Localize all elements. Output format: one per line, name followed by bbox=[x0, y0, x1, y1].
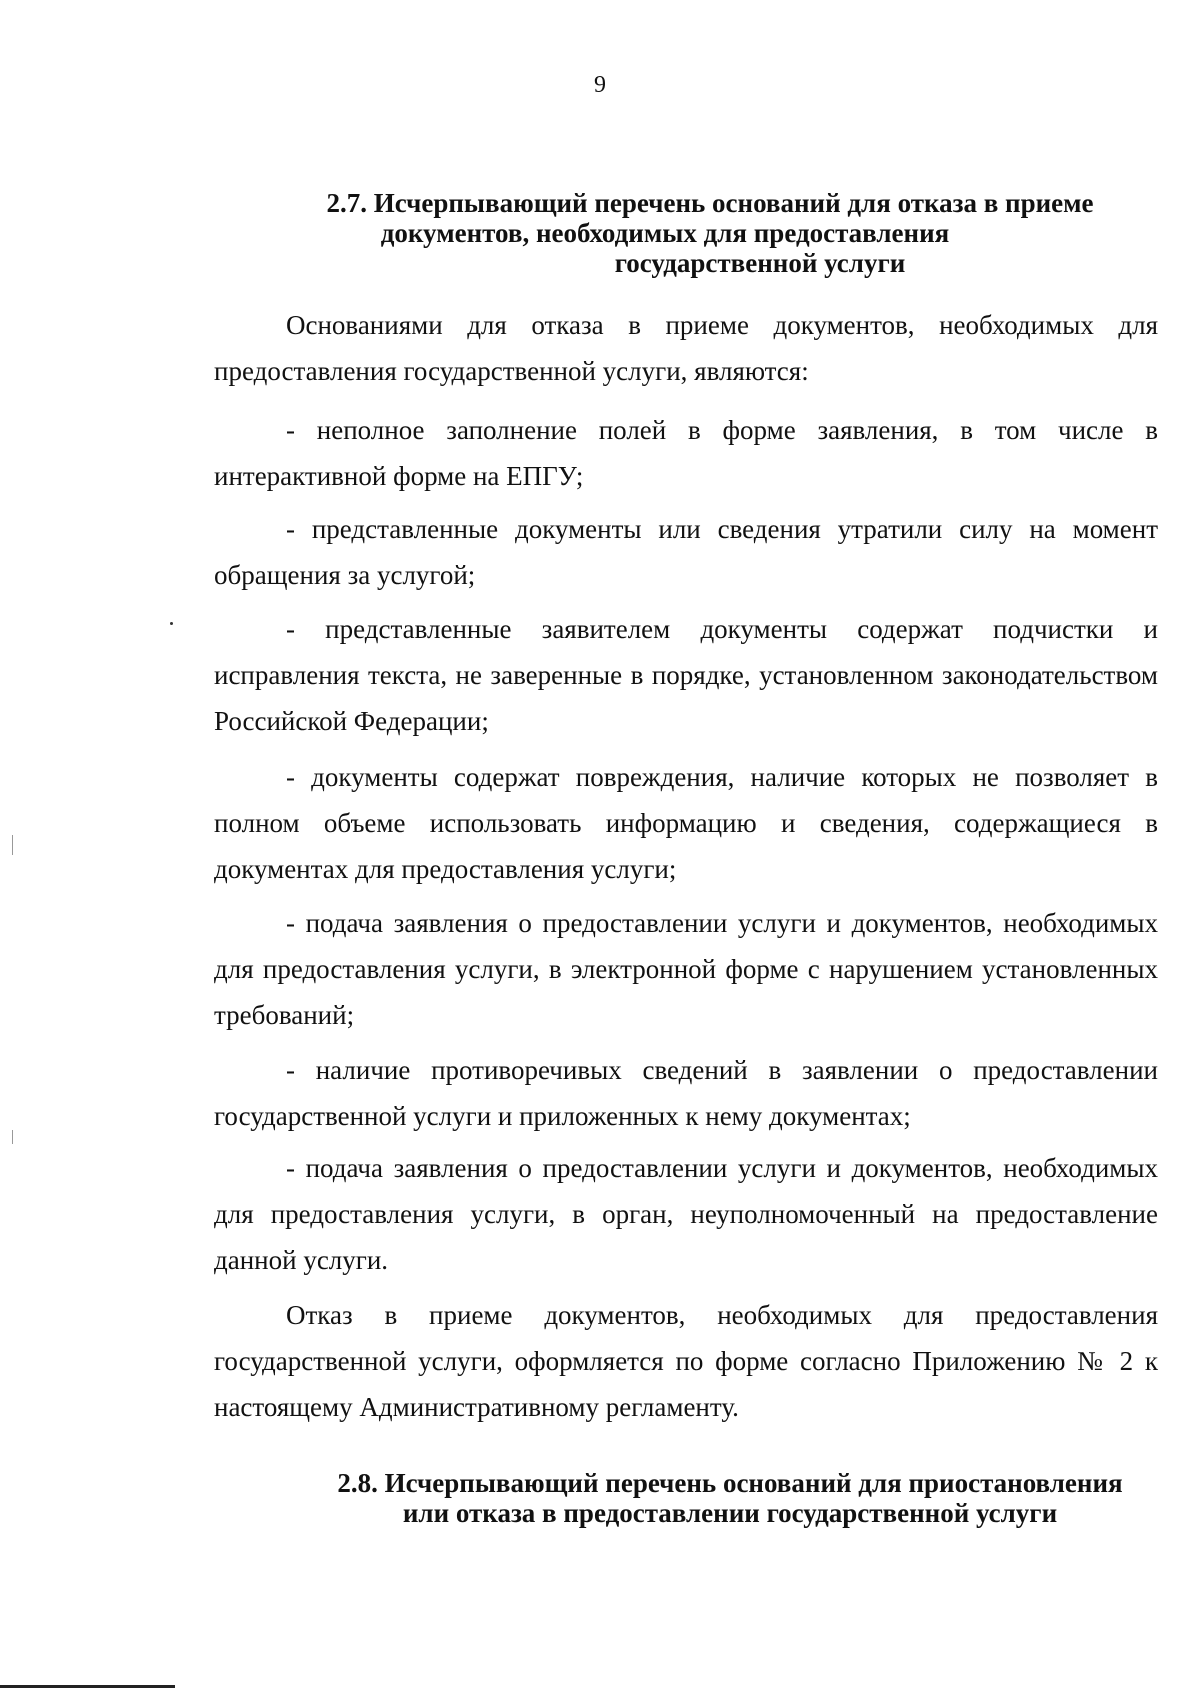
scan-speck bbox=[170, 622, 173, 625]
section-2-7-heading bbox=[260, 188, 1160, 278]
scan-mark bbox=[12, 1130, 13, 1144]
heading-line: документов, необходимых для предоставления bbox=[380, 218, 950, 248]
section-2-8-heading bbox=[280, 1468, 1180, 1528]
paragraph-refusal-form: Отказ в приеме документов, необходимых для предоставления государственной услуги, оформляется по форме согласно Приложению № 2 к настоящему Административному регламенту. bbox=[214, 1300, 1158, 1422]
heading-line: или отказа в предоставлении государственной услуги bbox=[402, 1498, 1058, 1528]
heading-line: 2.7. Исчерпывающий перечень оснований для отказа в приеме bbox=[326, 188, 1094, 218]
paragraph-grounds-intro: Основаниями для отказа в приеме документов, необходимых для предоставления государственной услуги, являются: bbox=[214, 310, 1158, 386]
paragraph-wrong-authority: - подача заявления о предоставлении услуги и документов, необходимых для предоставления услуги, в орган, неуполномоченный на предоставление данной услуги. bbox=[214, 1153, 1158, 1275]
paragraph-contradictory-info: - наличие противоречивых сведений в заявлении о предоставлении государственной услуги и приложенных к нему документах; bbox=[214, 1055, 1158, 1131]
scan-edge-line bbox=[0, 1685, 175, 1688]
paragraph-expired-documents: - представленные документы или сведения утратили силу на момент обращения за услугой; bbox=[214, 514, 1158, 590]
heading-line: государственной услуги bbox=[614, 248, 906, 278]
heading-line: 2.8. Исчерпывающий перечень оснований для приостановления bbox=[337, 1468, 1123, 1498]
paragraph-incomplete-form: - неполное заполнение полей в форме заявления, в том числе в интерактивной форме на ЕПГУ; bbox=[214, 415, 1158, 491]
paragraph-damaged-documents: - документы содержат повреждения, наличие которых не позволяет в полном объеме использовать информацию и сведения, содержащиеся в документах для предоставления услуги; bbox=[214, 762, 1158, 884]
paragraph-electronic-violation: - подача заявления о предоставлении услуги и документов, необходимых для предоставления услуги, в электронной форме с нарушением установленных требований; bbox=[214, 908, 1158, 1030]
paragraph-corrections: - представленные заявителем документы содержат подчистки и исправления текста, не заверенные в порядке, установленном законодательством Российской Федерации; bbox=[214, 614, 1158, 736]
scan-mark bbox=[12, 835, 13, 855]
page-number: 9 bbox=[594, 72, 606, 98]
